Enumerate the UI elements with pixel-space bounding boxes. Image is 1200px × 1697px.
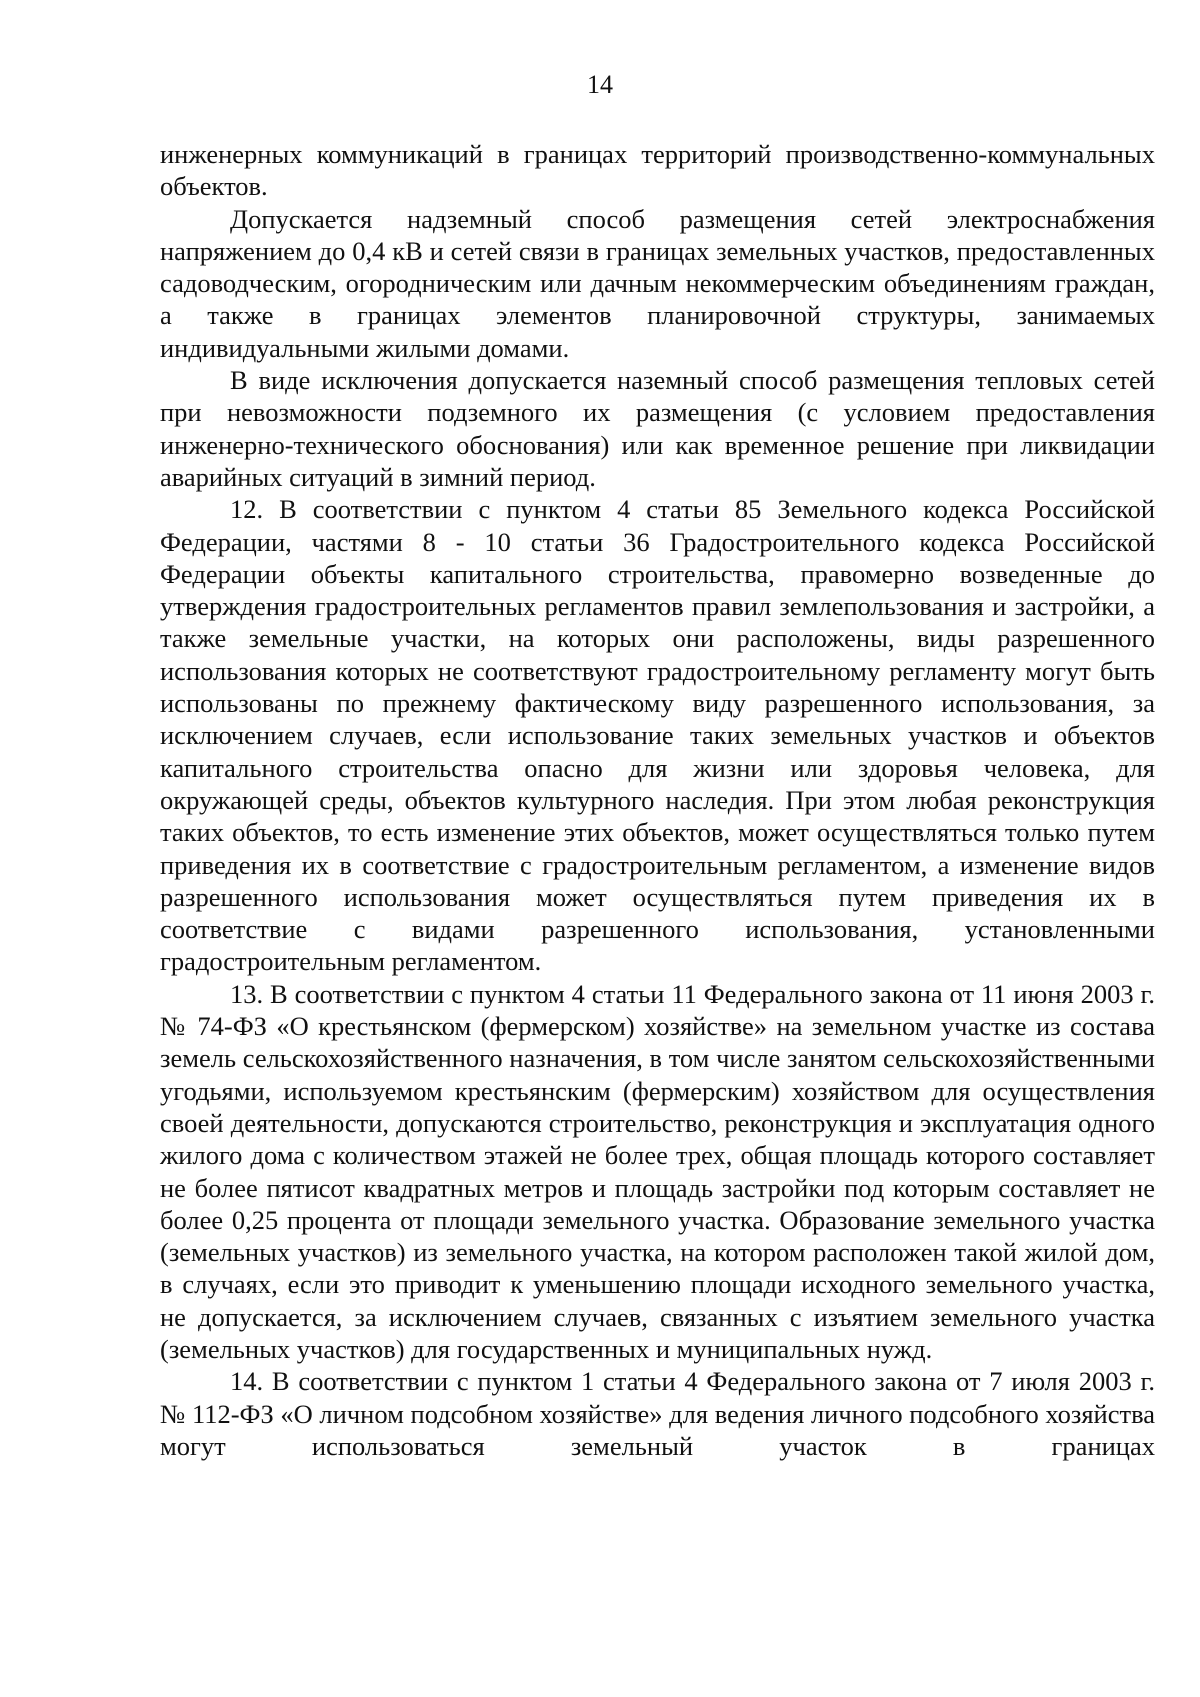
paragraph-item-13: 13. В соответствии с пунктом 4 статьи 11 Федерального закона от 11 июня 2003 г. № 74-ФЗ «О крестьянском (фермерском) хозяйстве» на земельном участке из состава земель сельскохозяйственного назначения, в том числе занятом сельскохозяйственными угодьями, используемом крестьянским (фермерским) хозяйством для осуществления своей деятельности, допускаются строительство, реконструкция и эксплуатация одного жилого дома с количеством этажей не более трех, общая площадь которого составляет не более пятисот квадратных метров и площадь застройки под которым составляет не более 0,25 процента от площади земельного участка. Образование земельного участка (земельных участков) из земельного участка, на котором расположен такой жилой дом, в случаях, если это приводит к уменьшению площади исходного земельного участка, не допускается, за исключением случаев, связанных с изъятием земельного участка (земельных участков) для государственных и муниципальных нужд. <box>160 978 1155 1364</box>
paragraph-overhead-networks: Допускается надземный способ размещения сетей электроснабжения напряжением до 0,4 кВ и сетей связи в границах земельных участков, предоставленных садоводческим, огородническим или дачным некоммерческим объединениям граждан, а также в границах элементов планировочной структуры, занимаемых индивидуальными жилыми домами. <box>160 203 1155 363</box>
paragraph-item-12: 12. В соответствии с пунктом 4 статьи 85 Земельного кодекса Российской Федерации, частями 8 - 10 статьи 36 Градостроительного кодекса Российской Федерации объекты капитального строительства, правомерно возведенные до утверждения градостроительных регламентов правил землепользования и застройки, а также земельные участки, на которых они расположены, виды разрешенного использования которых не соответствуют градостроительному регламенту могут быть использованы по прежнему фактическому виду разрешенного использования, за исключением случаев, если использование таких земельных участков и объектов капитального строительства опасно для жизни или здоровья человека, для окружающей среды, объектов культурного наследия. При этом любая реконструкция таких объектов, то есть изменение этих объектов, может осуществляться только путем приведения их в соответствие с градостроительным регламентом, а изменение видов разрешенного использования может осуществляться путем приведения их в соответствие с видами разрешенного использования, установленными градостроительным регламентом. <box>160 494 1155 977</box>
page-number: 14 <box>587 70 613 99</box>
paragraph-item-14: 14. В соответствии с пунктом 1 статьи 4 Федерального закона от 7 июля 2003 г. № 112-ФЗ «О личном подсобном хозяйстве» для ведения личного подсобного хозяйства могут использоваться земельный участок в границах <box>160 1366 1155 1461</box>
paragraph-continuation: инженерных коммуникаций в границах территорий производственно-коммунальных объектов. <box>160 139 1155 202</box>
document-body <box>160 138 1155 1462</box>
paragraph-heat-networks-exception: В виде исключения допускается наземный способ размещения тепловых сетей при невозможности подземного их размещения (с условием предоставления инженерно-технического обоснования) или как временное решение при ликвидации аварийных ситуаций в зимний период. <box>160 365 1155 492</box>
